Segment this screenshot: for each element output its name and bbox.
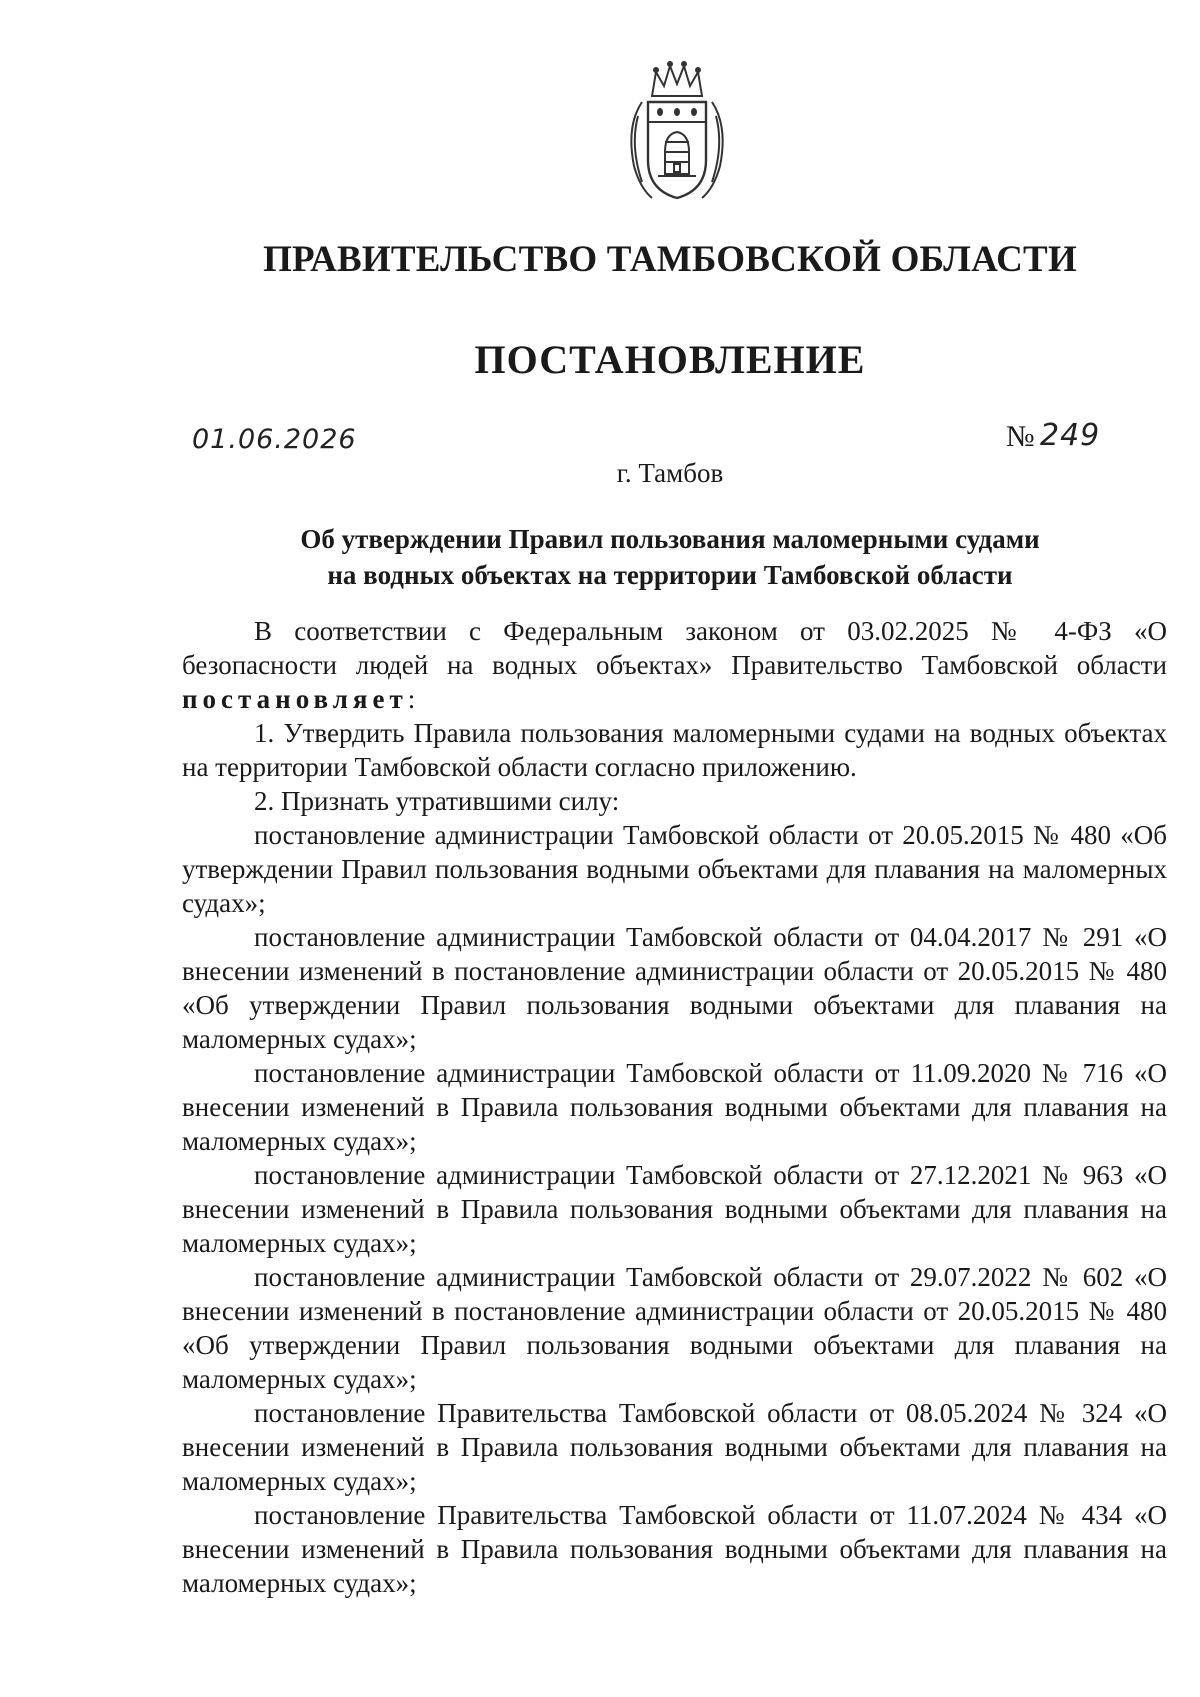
document-subject: [0, 521, 1200, 593]
paragraph: постановление администрации Тамбовской области от 27.12.2021 № 963 «О внесении изменений в Правила пользования водными объектами для плавания на маломерных судах»;: [182, 1160, 1167, 1258]
preamble-text: В соответствии с Федеральным законом от 03.02.2025 № 4-ФЗ «О безопасности людей на водных объектах» Правительство Тамбовской области: [182, 616, 1167, 680]
paragraph: постановление администрации Тамбовской области от 20.05.2015 № 480 «Об утверждении Правил пользования водными объектами для плавания на маломерных судах»;: [182, 820, 1167, 918]
subject-line-1: Об утверждении Правил пользования маломерными судами: [300, 524, 1040, 554]
preamble-action: постановляет: [182, 684, 408, 714]
preamble-end: :: [407, 684, 416, 714]
paragraph: 2. Признать утратившими силу:: [254, 786, 620, 816]
document-date: 01.06.2026: [192, 424, 357, 455]
paragraph: постановление администрации Тамбовской области от 11.09.2020 № 716 «О внесении изменений в Правила пользования водными объектами для плавания на маломерных судах»;: [182, 1058, 1167, 1156]
paragraph: постановление администрации Тамбовской области от 04.04.2017 № 291 «О внесении изменений в постановление администрации области от 20.05.2015 № 480 «Об утверждении Правил пользования водными объектами для плавания на маломерных судах»;: [182, 922, 1167, 1054]
tambov-coat-of-arms-icon: [622, 56, 732, 204]
document-number-label: №: [1006, 420, 1035, 453]
paragraph: постановление Правительства Тамбовской области от 08.05.2024 № 324 «О внесении изменений в Правила пользования водными объектами для плавания на маломерных судах»;: [182, 1398, 1167, 1496]
paragraph: постановление Правительства Тамбовской области от 11.07.2024 № 434 «О внесении изменений в Правила пользования водными объектами для плавания на маломерных судах»;: [182, 1500, 1167, 1598]
paragraph: постановление администрации Тамбовской области от 29.07.2022 № 602 «О внесении изменений в постановление администрации области от 20.05.2015 № 480 «Об утверждении Правил пользования водными объектами для плавания на маломерных судах»;: [182, 1262, 1167, 1394]
document-city: г. Тамбов: [616, 458, 724, 488]
paragraph: 1. Утвердить Правила пользования маломерными судами на водных объектах на территории Тамбовской области согласно приложению.: [182, 718, 1167, 782]
document-type: ПОСТАНОВЛЕНИЕ: [474, 337, 866, 382]
preamble-paragraph: [182, 614, 1167, 716]
subject-line-2: на водных объектах на территории Тамбовской области: [327, 560, 1013, 590]
organization-title: ПРАВИТЕЛЬСТВО ТАМБОВСКОЙ ОБЛАСТИ: [263, 239, 1077, 280]
document-body: [182, 614, 1167, 1600]
document-number: 249: [1040, 418, 1101, 453]
